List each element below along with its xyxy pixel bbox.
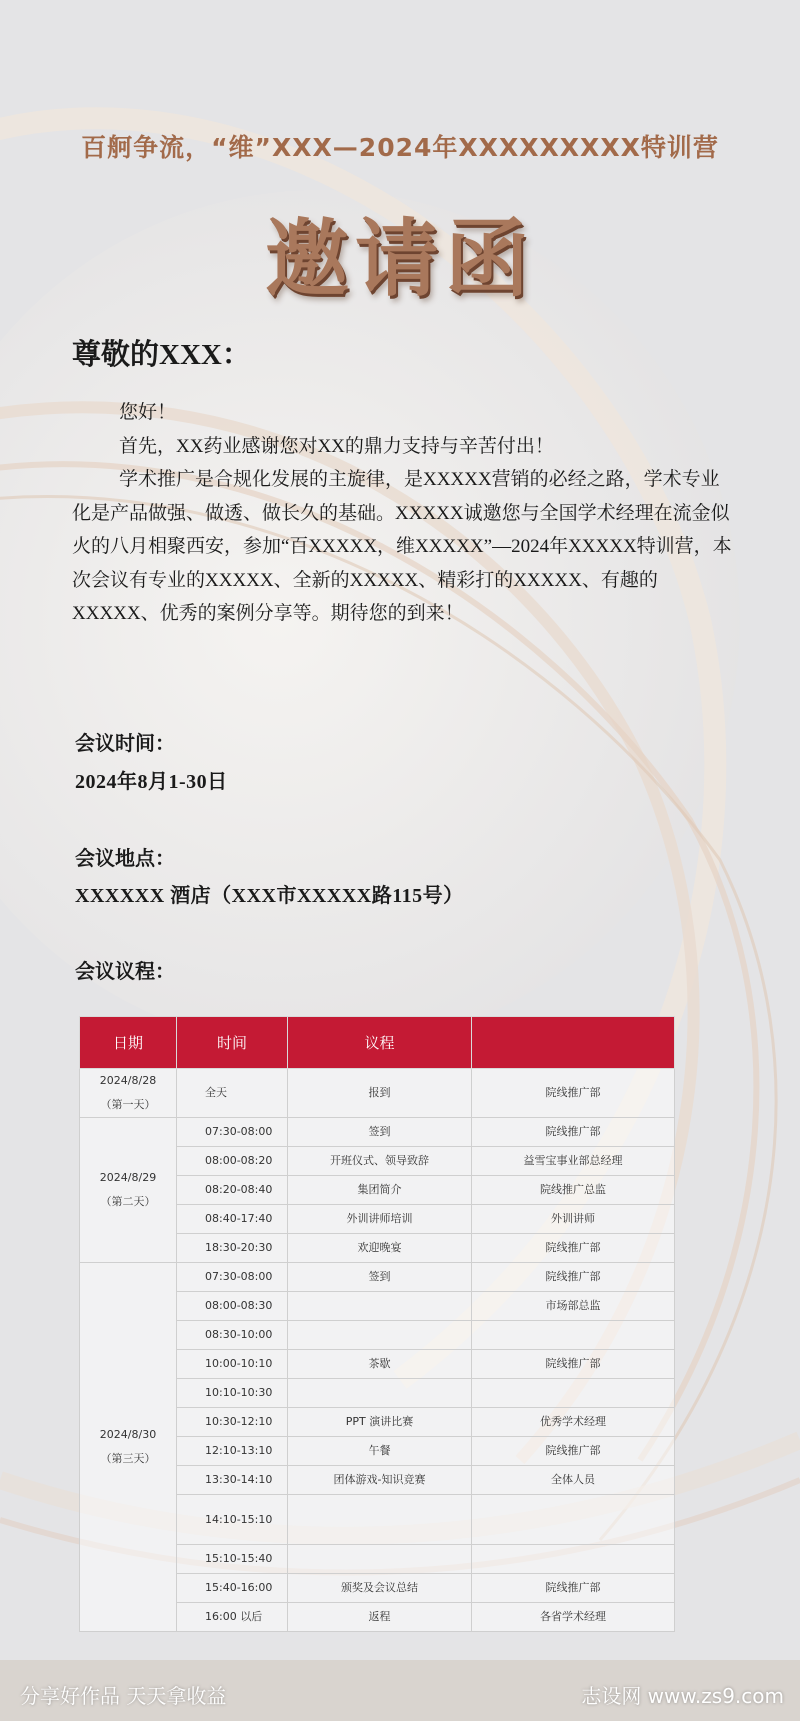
time-cell: 全天 [177,1069,288,1118]
time-cell: 13:30-14:10 [177,1466,288,1495]
table-row [80,1069,675,1118]
time-cell: 12:10-13:10 [177,1437,288,1466]
owner-cell: 各省学术经理 [472,1603,675,1632]
agenda-cell: 颁奖及会议总结 [288,1574,472,1603]
meeting-time-value: 2024年8月1-30日 [75,771,228,793]
owner-cell: 市场部总监 [472,1292,675,1321]
owner-cell: 院线推广部 [472,1234,675,1263]
meeting-place-label: 会议地点： [75,848,175,870]
date-cell-day1 [80,1069,177,1118]
day-label: （第二天） [100,1195,156,1208]
agenda-cell: 签到 [288,1263,472,1292]
owner-cell [472,1321,675,1350]
time-cell: 08:00-08:30 [177,1292,288,1321]
owner-cell [472,1545,675,1574]
time-cell: 18:30-20:30 [177,1234,288,1263]
owner-cell: 益雪宝事业部总经理 [472,1147,675,1176]
owner-cell: 院线推广总监 [472,1176,675,1205]
owner-cell: 院线推广部 [472,1118,675,1147]
agenda-cell [288,1379,472,1408]
owner-cell: 院线推广部 [472,1574,675,1603]
header-owner [472,1017,675,1069]
owner-cell: 外训讲师 [472,1205,675,1234]
time-cell: 14:10-15:10 [177,1495,288,1545]
header-agenda: 议程 [288,1017,472,1069]
agenda-cell: 集团简介 [288,1176,472,1205]
time-cell: 15:40-16:00 [177,1574,288,1603]
event-headline: 百舸争流，“维”XXX—2024年XXXXXXXXX特训营 [81,133,719,162]
agenda-cell [288,1495,472,1545]
time-cell: 08:40-17:40 [177,1205,288,1234]
owner-cell: 全体人员 [472,1466,675,1495]
header-time: 时间 [177,1017,288,1069]
salutation: 尊敬的XXX： [72,339,251,371]
agenda-cell: PPT 演讲比赛 [288,1408,472,1437]
time-cell: 10:00-10:10 [177,1350,288,1379]
agenda-cell: 茶歇 [288,1350,472,1379]
header-date: 日期 [80,1017,177,1069]
meeting-place-value: XXXXXX 酒店（XXX市XXXXX路115号） [75,885,464,907]
date-value: 2024/8/30 [99,1428,157,1441]
day-label: （第一天） [100,1098,156,1111]
agenda-cell: 返程 [288,1603,472,1632]
table-row [80,1263,675,1292]
footer-watermark-site: 志设网 www.zs9.com [581,1684,784,1708]
letter-paragraph-1: 首先，XX药业感谢您对XX的鼎力支持与辛苦付出！ [119,435,554,457]
owner-cell: 院线推广部 [472,1350,675,1379]
agenda-cell: 欢迎晚宴 [288,1234,472,1263]
owner-cell [472,1495,675,1545]
owner-cell: 优秀学术经理 [472,1408,675,1437]
owner-cell: 院线推广部 [472,1263,675,1292]
date-value: 2024/8/29 [99,1171,157,1184]
time-cell: 10:30-12:10 [177,1408,288,1437]
agenda-table [79,1016,675,1632]
letter-body [72,396,732,631]
day-label: （第三天） [100,1452,156,1465]
agenda-cell: 报到 [288,1069,472,1118]
time-cell: 07:30-08:00 [177,1118,288,1147]
agenda-cell: 签到 [288,1118,472,1147]
date-cell-day3 [80,1263,177,1632]
meeting-agenda-label: 会议议程： [75,961,175,983]
agenda-cell [288,1321,472,1350]
agenda-cell: 外训讲师培训 [288,1205,472,1234]
agenda-cell [288,1545,472,1574]
time-cell: 10:10-10:30 [177,1379,288,1408]
owner-cell: 院线推广部 [472,1437,675,1466]
agenda-cell: 团体游戏-知识竞赛 [288,1466,472,1495]
date-value: 2024/8/28 [99,1074,157,1087]
time-cell: 15:10-15:40 [177,1545,288,1574]
time-cell: 08:00-08:20 [177,1147,288,1176]
agenda-cell [288,1292,472,1321]
time-cell: 08:30-10:00 [177,1321,288,1350]
date-cell-day2 [80,1118,177,1263]
time-cell: 16:00 以后 [177,1603,288,1632]
letter-greeting: 您好！ [119,402,177,423]
owner-cell [472,1379,675,1408]
owner-cell: 院线推广部 [472,1069,675,1118]
table-row [80,1118,675,1147]
time-cell: 07:30-08:00 [177,1263,288,1292]
agenda-cell: 开班仪式、领导致辞 [288,1147,472,1176]
time-cell: 08:20-08:40 [177,1176,288,1205]
footer-slogan: 分享好作品 天天拿收益 [20,1684,227,1708]
letter-paragraph-2: 学术推广是合规化发展的主旋律，是XXXXX营销的必经之路，学术专业化是产品做强、做透、做长久的基础。XXXXX诚邀您与全国学术经理在流金似火的八月相聚西安，参加“百XXXXX，维XXXXX”—2024年XXXXX特训营，本次会议有专业的XXXXX、全新的XXXXX、精彩打的XXXXX、有趣的XXXXX、优秀的案例分享等。期待您的到来！ [72,469,732,624]
agenda-header-row [80,1017,675,1069]
agenda-cell: 午餐 [288,1437,472,1466]
invitation-title: 邀请函 [264,210,535,308]
meeting-time-label: 会议时间： [75,733,175,755]
